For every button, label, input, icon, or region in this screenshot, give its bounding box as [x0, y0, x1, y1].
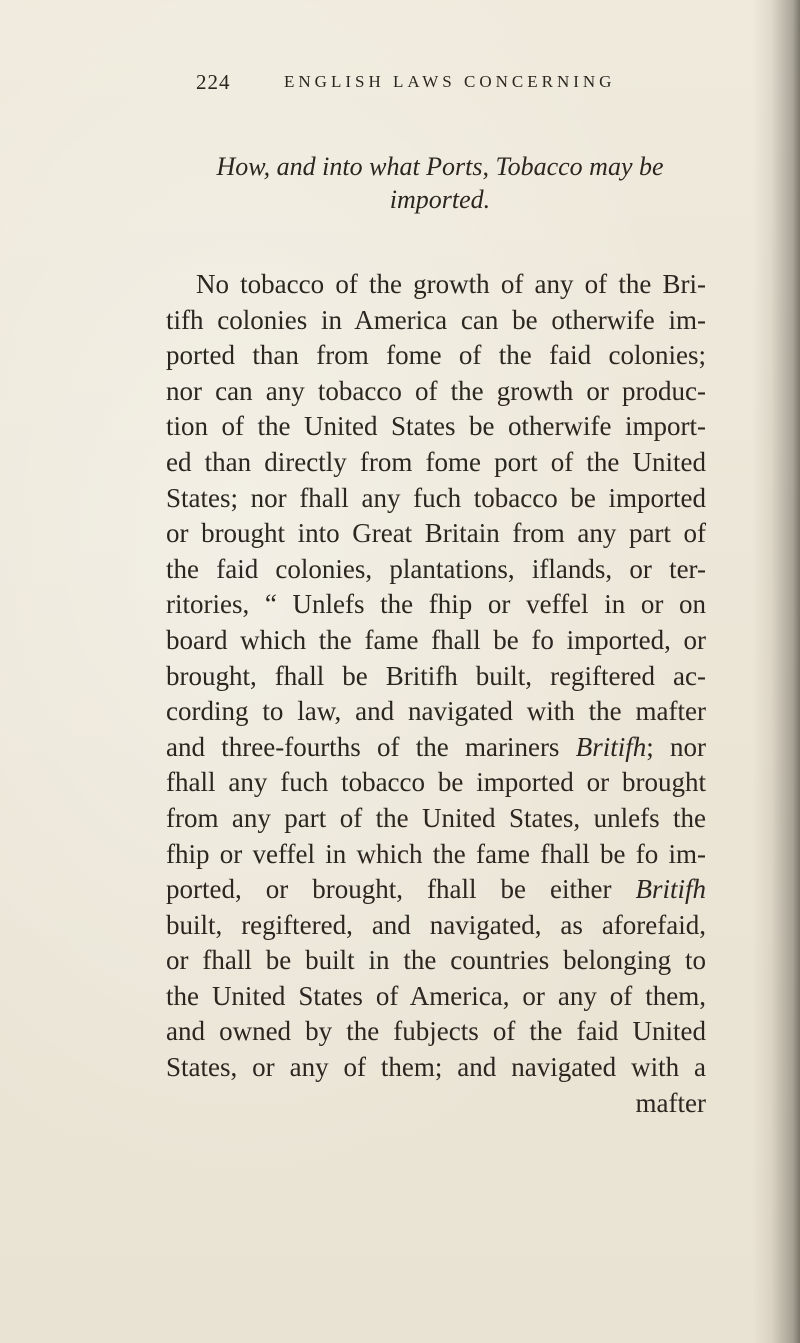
text-fragment: and three-fourths of the mariners [166, 731, 576, 762]
text-line: the faid colonies, plantations, iflands, or ter- [166, 553, 706, 584]
italic-word: Britifh [635, 874, 706, 905]
running-title: ENGLISH LAWS CONCERNING [284, 72, 616, 91]
section-heading [180, 150, 700, 216]
heading-line-1: How, and into what Ports, Tobacco may be [216, 152, 664, 181]
text-line: built, regiftered, and navigated, as aforefaid, [166, 909, 706, 940]
running-head [196, 70, 716, 100]
text-line: and owned by the fubjects of the faid United [166, 1016, 706, 1047]
heading-line-2: imported. [389, 185, 491, 214]
text-line: from any part of the United States, unlefs the [166, 802, 706, 833]
text-line: ed than directly from fome port of the United [166, 446, 706, 477]
text-line [166, 872, 706, 908]
text-line: No tobacco of the growth of any of the Bri- [196, 269, 706, 299]
text-line: States, or any of them; and navigated with a [166, 1052, 706, 1083]
text-line: tifh colonies in America can be otherwife im- [166, 304, 706, 335]
text-line: brought, fhall be Britifh built, regiftered ac- [166, 660, 706, 691]
text-line: board which the fame fhall be fo imported, or [166, 624, 706, 655]
text-line: the United States of America, or any of them, [166, 980, 706, 1011]
text-line: or fhall be built in the countries belonging to [166, 945, 706, 976]
text-line: cording to law, and navigated with the mafter [166, 696, 706, 727]
italic-word: Britifh [575, 731, 647, 762]
catchword: mafter [635, 1087, 706, 1118]
text-line: States; nor fhall any fuch tobacco be imported [166, 482, 706, 513]
page-edge-shadow [752, 0, 800, 1343]
text-fragment: ported, or brought, fhall be either [166, 874, 636, 905]
text-line: or brought into Great Britain from any part of [166, 518, 706, 549]
page-number: 224 [196, 70, 231, 94]
body-paragraph [166, 267, 706, 1121]
text-line: tion of the United States be otherwife import- [166, 411, 706, 442]
text-fragment: ; nor [646, 731, 706, 762]
text-line: fhall any fuch tobacco be imported or brought [166, 767, 706, 798]
text-line: nor can any tobacco of the growth or produc- [166, 375, 706, 406]
text-line [166, 730, 706, 766]
text-line: ported than from fome of the faid colonies; [166, 340, 706, 371]
text-line: fhip or veffel in which the fame fhall be fo im- [166, 838, 706, 869]
text-line: ritories, “ Unlefs the fhip or veffel in or on [166, 589, 706, 620]
